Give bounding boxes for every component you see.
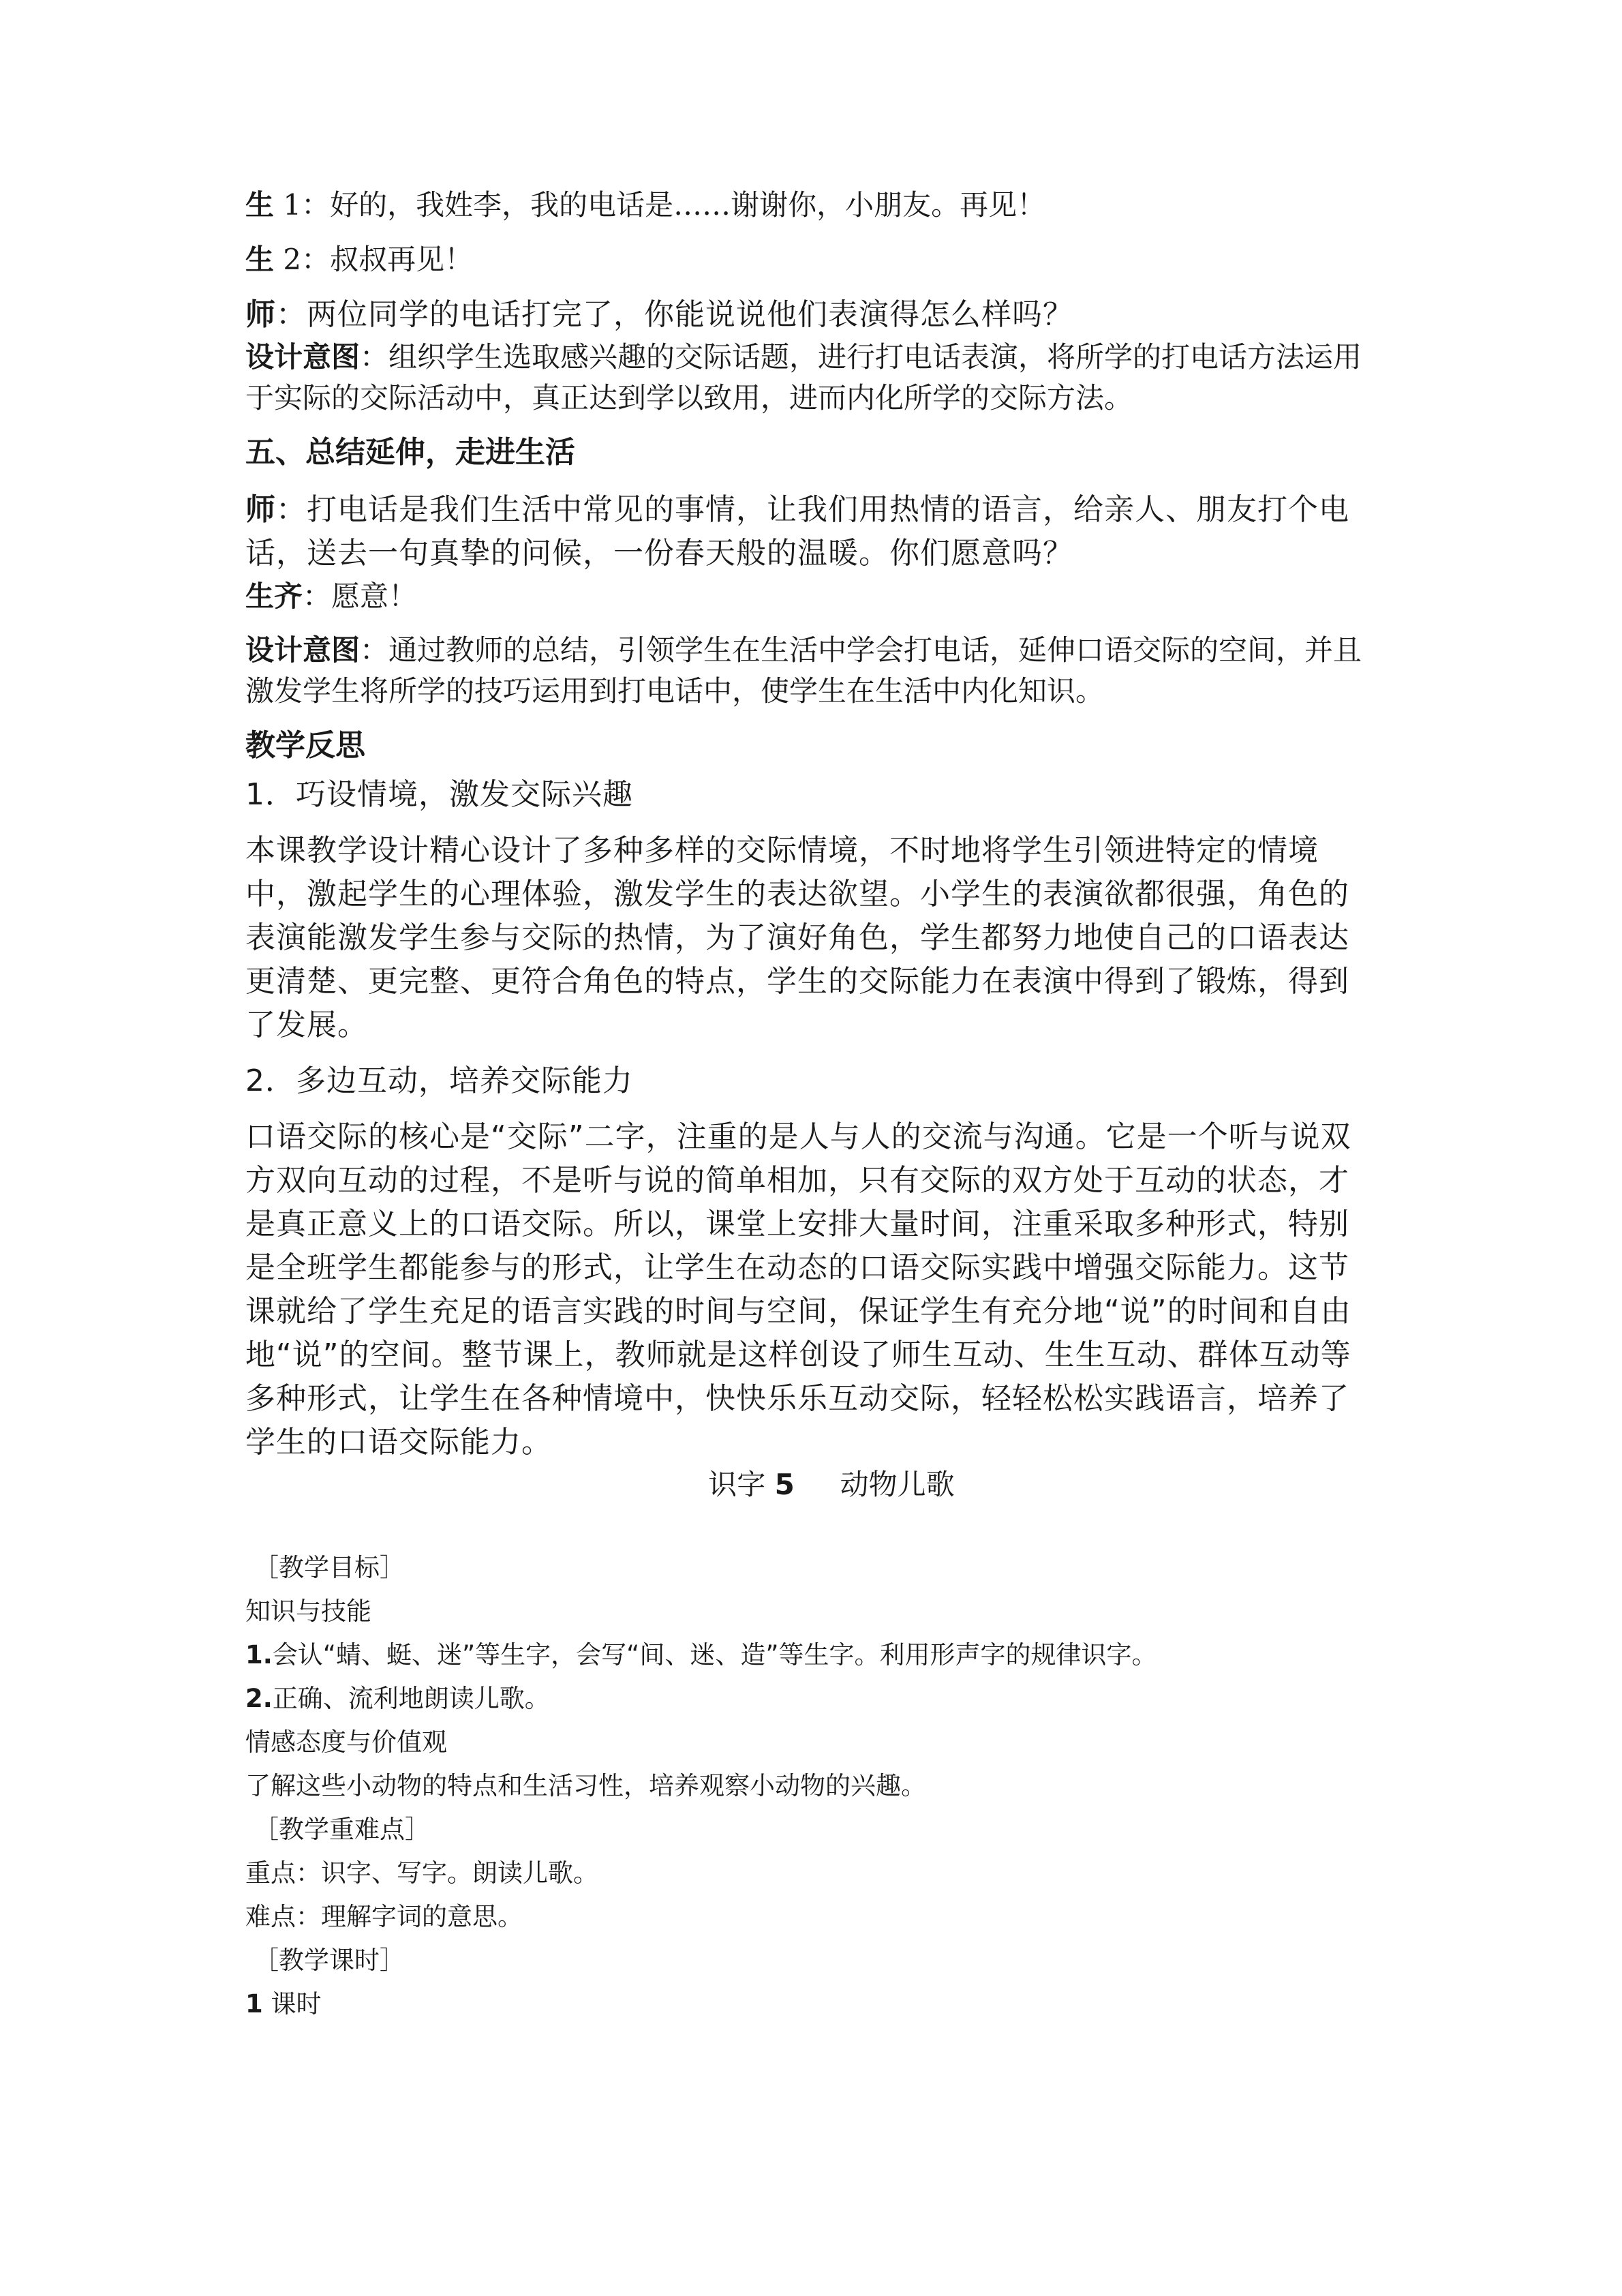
speaker: 师: [245, 492, 276, 527]
periods-line: [245, 1982, 1377, 2026]
students-text: ：愿意！: [303, 579, 418, 613]
lesson-name: 动物儿歌: [840, 1468, 955, 1501]
design-intent-label: 设计意图: [245, 633, 361, 667]
dialogue-text: 1：好的，我姓李，我的电话是……谢谢你，小朋友。再见！: [274, 188, 1046, 222]
objectives-text2: 了解这些小动物的特点和生活习性，培养观察小动物的兴趣。: [245, 1771, 926, 1800]
dialogue-text: 2：叔叔再见！: [274, 243, 474, 276]
periods-heading: ［教学课时］: [254, 1946, 405, 1975]
speaker: 生齐: [245, 579, 303, 613]
design-intent-text: ：通过教师的总结，引领学生在生活中学会打电话，延伸口语交际的空间，并且激发学生将所学的技巧运用到打电话中，使学生在生活中内化知识。: [245, 633, 1362, 708]
key-point: 重点：识字、写字。朗读儿歌。: [245, 1858, 598, 1888]
lesson-prefix: 识字: [708, 1468, 766, 1501]
lesson-title: [245, 1464, 1377, 1505]
item-number: 2.: [245, 1684, 273, 1713]
speaker: 生: [245, 188, 275, 222]
objectives-sub2: 情感态度与价值观: [245, 1727, 447, 1757]
reflection-title: 教学反思: [245, 728, 365, 763]
students-line: [245, 575, 1377, 618]
design-intent-1: [245, 337, 1377, 419]
periods-number: 1: [245, 1989, 263, 2019]
key-points-heading: ［教学重难点］: [254, 1815, 430, 1844]
dialogue-text: ：两位同学的电话打完了，你能说说他们表演得怎么样吗？: [276, 297, 1073, 332]
speaker: 师: [245, 297, 276, 332]
dialogue-line-3: [245, 293, 1377, 337]
item-number: 1.: [245, 1640, 273, 1670]
teacher-text: ：打电话是我们生活中常见的事情，让我们用热情的语言，给亲人、朋友打个电话，送去一句真挚的问候，一份春天般的温暖。你们愿意吗？: [245, 492, 1349, 571]
speaker: 生: [245, 243, 275, 276]
dialogue-line-2: [245, 239, 1377, 281]
design-intent-label: 设计意图: [245, 340, 361, 374]
lesson-number: 5: [774, 1468, 795, 1501]
reflection-point1-text: 本课教学设计精心设计了多种多样的交际情境，不时地将学生引领进特定的情境中，激起学生的心理体验，激发学生的表达欲望。小学生的表演欲都很强，角色的表演能激发学生参与交际的热情，为了演好角色，学生都努力地使自己的口语表达更清楚、更完整、更符合角色的特点，学生的交际能力在表演中得到了锻炼，得到了发展。: [245, 833, 1349, 1042]
dialogue-line-1: [245, 184, 1377, 226]
objective-item-2: [245, 1677, 1377, 1721]
document-page: [245, 184, 1377, 2026]
objectives-sub1: 知识与技能: [245, 1597, 371, 1626]
item-text: 会认“蜻、蜓、迷”等生字，会写“间、迷、造”等生字。利用形声字的规律识字。: [272, 1640, 1157, 1670]
objectives-heading: ［教学目标］: [254, 1553, 405, 1582]
section5-title: 五、总结延伸，走进生活: [245, 435, 575, 470]
difficult-point: 难点：理解字词的意思。: [245, 1902, 523, 1931]
teacher-line: [245, 488, 1377, 575]
design-intent-2: [245, 630, 1377, 712]
periods-text: 课时: [262, 1989, 322, 2019]
reflection-point1-title: 1．巧设情境，激发交际兴趣: [245, 777, 633, 812]
reflection-point2-title: 2．多边互动，培养交际能力: [245, 1063, 633, 1098]
objective-item-1: [245, 1633, 1377, 1677]
reflection-point2-text: 口语交际的核心是“交际”二字，注重的是人与人的交流与沟通。它是一个听与说双方双向互动的过程，不是听与说的简单相加，只有交际的双方处于互动的状态，才是真正意义上的口语交际。所以，课堂上安排大量时间，注重采取多种形式，特别是全班学生都能参与的形式，让学生在动态的口语交际实践中增强交际能力。这节课就给了学生充足的语言实践的时间与空间，保证学生有充分地“说”的时间和自由地“说”的空间。整节课上，教师就是这样创设了师生互动、生生互动、群体互动等多种形式，让学生在各种情境中，快快乐乐互动交际，轻轻松松实践语言，培养了学生的口语交际能力。: [245, 1119, 1351, 1460]
item-text: 正确、流利地朗读儿歌。: [272, 1684, 550, 1713]
design-intent-text: ：组织学生选取感兴趣的交际话题，进行打电话表演，将所学的打电话方法运用于实际的交际活动中，真正达到学以致用，进而内化所学的交际方法。: [245, 340, 1362, 414]
